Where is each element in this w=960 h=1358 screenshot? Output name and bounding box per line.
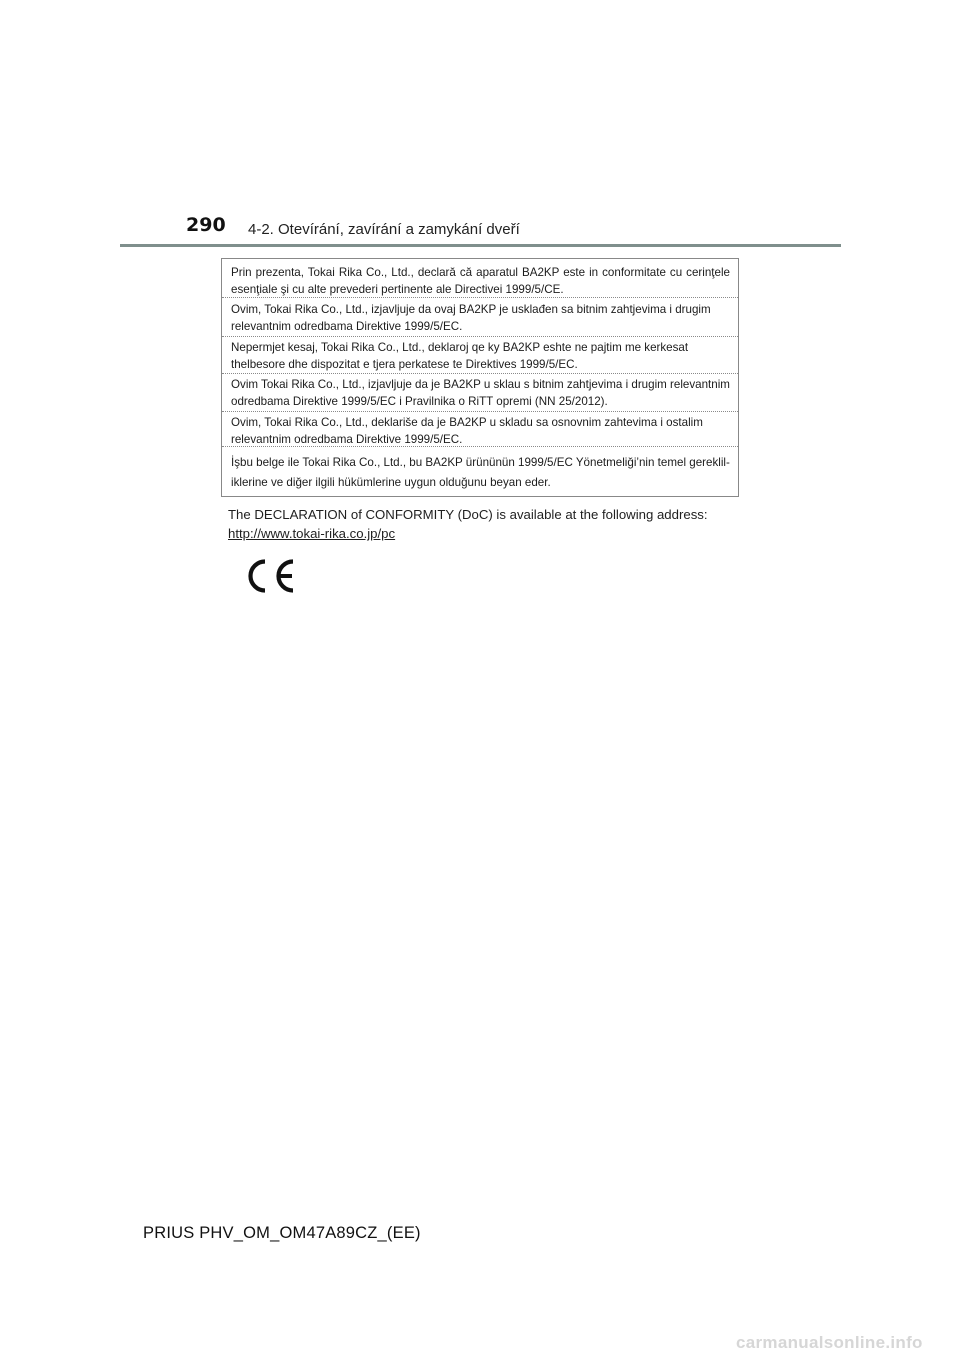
site-watermark: carmanualsonline.info (736, 1333, 923, 1352)
section-title: 4-2. Otevírání, zavírání a zamykání dveří (248, 221, 520, 238)
declaration-text: Nepermjet kesaj, Tokai Rika Co., Ltd., deklaroj qe ky BA2KP eshte ne pajtim me kerkesat thelbesore dhe dispozitat e tjera perkatese te Direktives 1999/5/EC. (231, 341, 689, 371)
page-number: 290 (186, 214, 226, 236)
doc-link[interactable]: http://www.tokai-rika.co.jp/pc (228, 526, 396, 541)
declaration-text: Ovim Tokai Rika Co., Ltd., izjavljuje da je BA2KP u sklau s bitnim zahtjevima i drugim relevantnim odredbama Direktive 1999/5/EC i Pravilnika o RiTT opremi (NN 25/2012). (231, 378, 730, 408)
declaration-text: Ovim, Tokai Rika Co., Ltd., izjavljuje da ovaj BA2KP je usklađen sa bitnim zahtjevima i drugim relevantnim odredbama Direktive 1999/5/EC. (231, 303, 711, 333)
declaration-row (222, 376, 738, 410)
declaration-row (222, 339, 738, 373)
row-separator (222, 373, 738, 374)
footer-document-id: PRIUS PHV_OM_OM47A89CZ_(EE) (143, 1224, 421, 1242)
row-separator (222, 411, 738, 412)
row-separator (222, 446, 738, 447)
header-rule (120, 244, 841, 247)
declaration-text: Ovim, Tokai Rika Co., Ltd., deklariše da je BA2KP u skladu sa osnovnim zahtevima i ostalim relevantnim odredbama Direktive 1999/5/EC. (231, 416, 703, 446)
declaration-table (221, 258, 739, 497)
declaration-row (222, 453, 738, 493)
declaration-row (222, 301, 738, 335)
declaration-row (222, 414, 738, 448)
declaration-row (222, 264, 738, 298)
declaration-text: Prin prezenta, Tokai Rika Co., Ltd., declară că aparatul BA2KP este in conformitate cu cerinţele esenţiale şi cu alte prevederi pertinente ale Directivei 1999/5/CE. (231, 266, 730, 296)
declaration-text: İşbu belge ile Tokai Rika Co., Ltd., bu BA2KP ürününün 1999/5/EC Yönetmeliği’nin temel gerekliliklerine ve diğer ilgili hükümlerine uygun olduğunu beyan eder. (231, 456, 730, 489)
row-separator (222, 297, 738, 298)
doc-availability-note: The DECLARATION of CONFORMITY (DoC) is available at the following address: (228, 507, 708, 522)
row-separator (222, 336, 738, 337)
ce-mark-icon (243, 558, 297, 594)
